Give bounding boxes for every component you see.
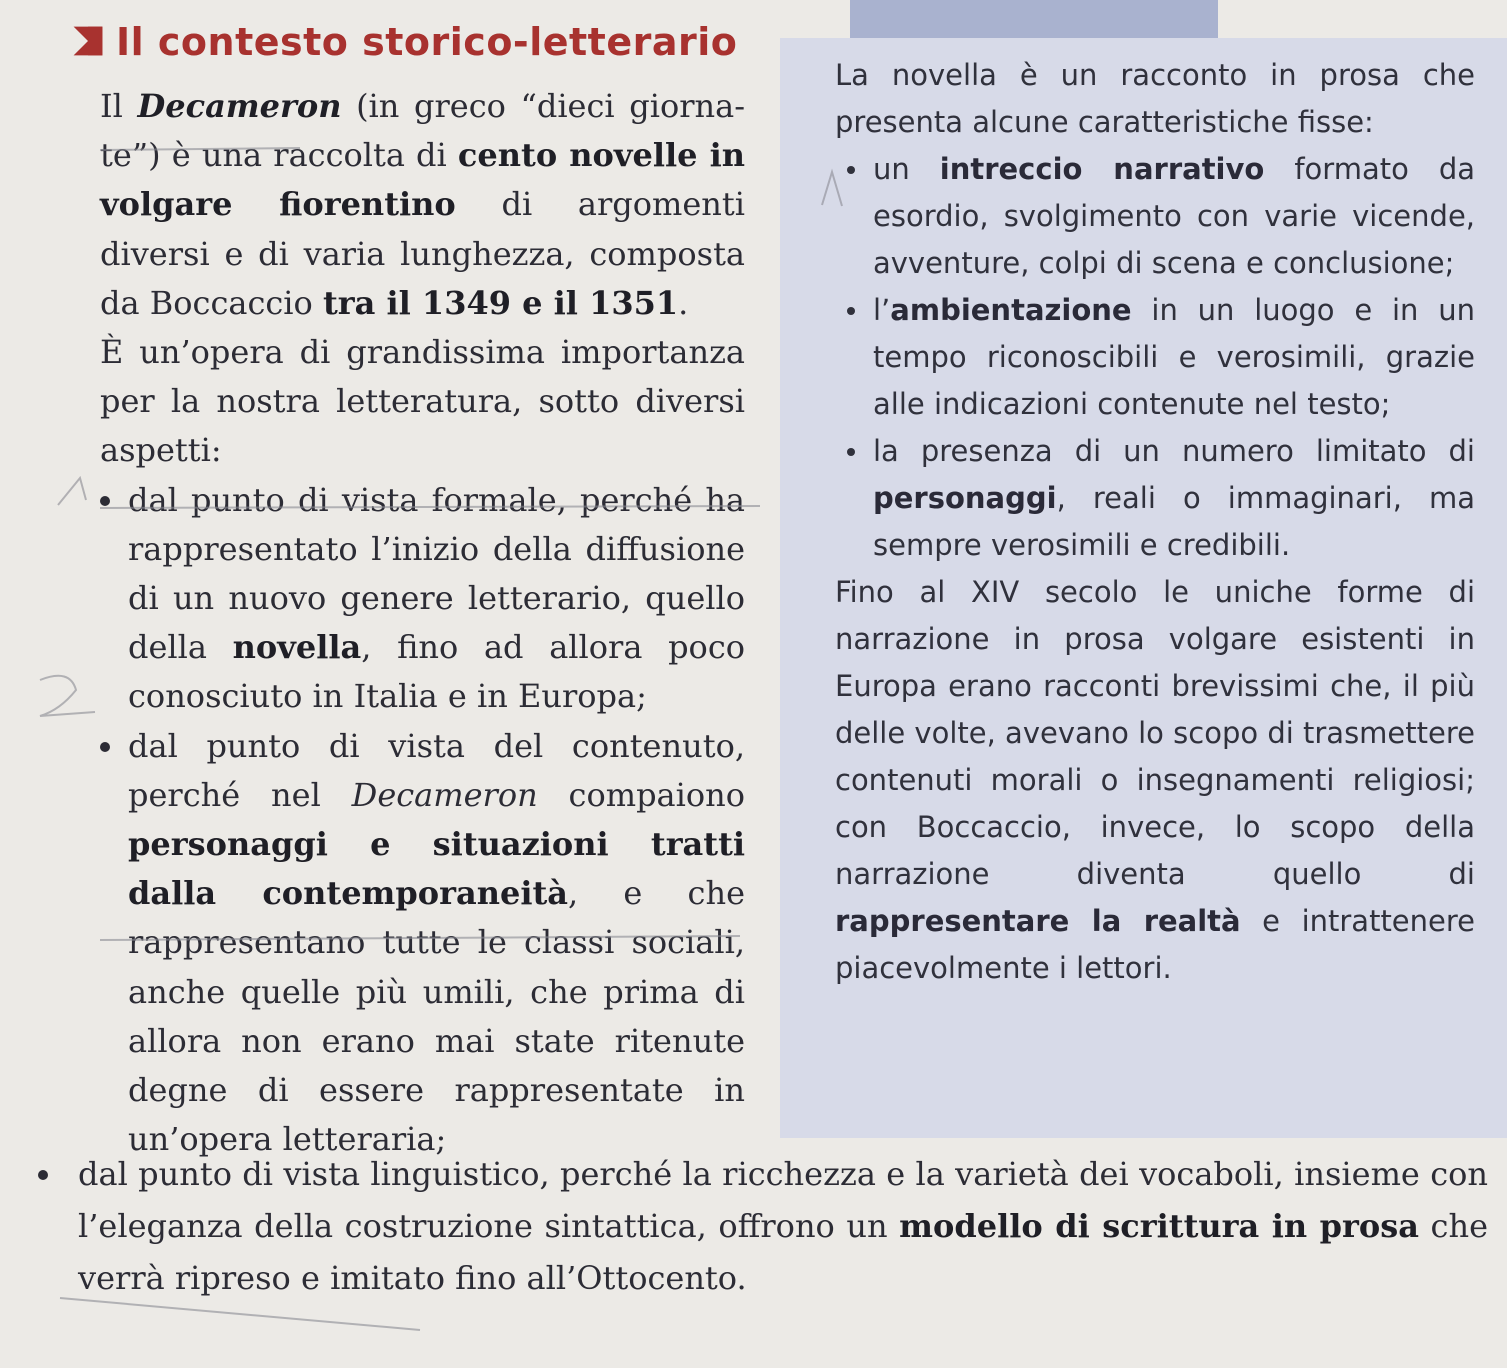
left-column: [100, 82, 745, 1164]
work-title: Decameron: [137, 87, 342, 125]
novella-features-list: [835, 146, 1475, 569]
box-intro: La novella è un racconto in prosa che presenta alcune caratteristiche fisse:: [835, 58, 1475, 139]
section-title: Il contesto storico-letterario: [116, 20, 738, 64]
section-heading: [72, 20, 737, 64]
pencil-number-2-mark: [40, 676, 95, 716]
feature-item-plot: un intreccio narrativo formato da esordio, svolgimento con varie vicende, avventure, colpi di scena e conclusione;: [835, 146, 1475, 287]
intro-paragraph-2: È un’opera di grandissima importanza per la nostra letteratura, sotto diversi aspetti:: [100, 333, 745, 470]
feature-item-setting: l’ambientazione in un luogo e in un tempo riconoscibili e verosimili, grazie alle indicazioni contenute nel testo;: [835, 287, 1475, 428]
box-header-tab: [850, 0, 1218, 38]
intro-paragraph-1: Il Decameron (in greco “dieci giorna-te”) è una raccolta di cento novelle in volgare fiorentino di argomenti diversi e di varia lunghezza, composta da Boccaccio tra il 1349 e il 1351.: [100, 87, 746, 322]
box-text: [835, 52, 1475, 992]
feature-item-characters: la presenza di un numero limitato di personaggi, reali o immaginari, ma sempre verosimili e credibili.: [835, 428, 1475, 569]
aspect-item-content: dal punto di vista del contenuto, perché nel Decameron compaiono personaggi e situazioni tratti dalla contemporaneità, e che rappresentano tutte le classi sociali, anche quelle più umili, che prima di allora non erano mai state ritenute degne di essere rappresentate in un’opera letteraria;: [100, 722, 745, 1165]
aspects-list: [100, 476, 745, 1165]
box-closing-paragraph: Fino al XIV secolo le uniche forme di narrazione in prosa volgare esistenti in Europa erano racconti brevissimi che, il più delle volte, avevano lo scopo di trasmettere contenuti morali o insegnamenti religiosi; con Boccaccio, invece, lo scopo della narrazione diventa quello di rappresentare la realtà e intrattenere piacevolmente i lettori.: [835, 575, 1476, 985]
aspect-item-formal: dal punto di vista formale, perché ha rappresentato l’inizio della diffusione di un nuovo genere letterario, quello della novella, fino ad allora poco conosciuto in Italia e in Europa;: [100, 476, 745, 722]
bookmark-flag-icon: [74, 27, 103, 56]
aspect-item-linguistic: dal punto di vista linguistico, perché la ricchezza e la varietà dei vocaboli, insieme con l’eleganza della costruzione sintattica, offrono un modello di scrittura in prosa che verrà ripreso e imitato fino all’Ottocento.: [78, 1148, 1488, 1304]
pencil-number-1-mark-left: [58, 478, 86, 505]
